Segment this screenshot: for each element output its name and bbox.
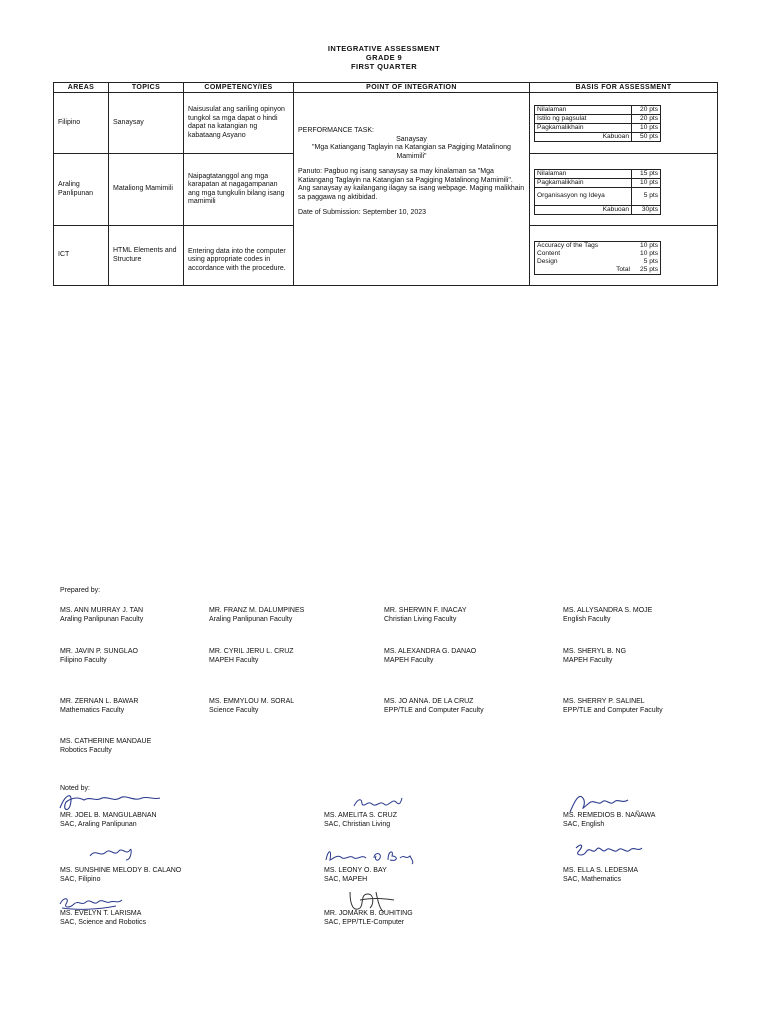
- preparer-name: MS. ALEXANDRA G. DANAO: [384, 648, 477, 655]
- table-row: [54, 93, 718, 154]
- preparer-name: MS. ALLYSANDRA S. MOJE: [563, 607, 653, 614]
- rubric-table: [534, 105, 661, 142]
- noted-by-label: Noted by:: [60, 785, 90, 792]
- total-label: Total: [616, 265, 630, 273]
- preparer-name: MR. CYRIL JERU L. CRUZ: [209, 648, 294, 655]
- preparer-block: [384, 606, 467, 624]
- total-label: Kabuoan: [535, 132, 632, 141]
- noter-role: SAC, MAPEH: [324, 876, 368, 883]
- area-cell: ICT: [54, 226, 109, 286]
- signature-ledesma: [572, 838, 646, 864]
- submission-date: Date of Submission: September 10, 2023: [298, 209, 427, 216]
- total-label: Kabuoan: [535, 205, 632, 214]
- basis-cell: [530, 226, 718, 286]
- integration-cell: [294, 93, 530, 286]
- noter-name: MS. REMEDIOS B. NAÑAWA: [563, 812, 656, 819]
- preparer-role: Mathematics Faculty: [60, 707, 125, 714]
- preparer-role: MAPEH Faculty: [209, 657, 259, 664]
- task-subtitle: Sanaysay: [396, 135, 427, 143]
- noter-role: SAC, Mathematics: [563, 876, 621, 883]
- rubric-row: [535, 187, 661, 205]
- noter-name: MR. JOEL B. MANGULABNAN: [60, 812, 157, 819]
- rubric-table: [534, 169, 661, 215]
- integration-content: [298, 127, 525, 218]
- topic-cell: Mataliong Mamimili: [109, 154, 184, 226]
- criterion-points: 5 pts: [632, 187, 661, 205]
- preparer-name: MS. SHERRY P. SALINEL: [563, 698, 645, 705]
- preparer-role: Araling Panlipunan Faculty: [60, 616, 144, 623]
- signature-cruz: [350, 792, 406, 812]
- preparer-name: MS. JO ANNA. DE LA CRUZ: [384, 698, 474, 705]
- preparer-role: MAPEH Faculty: [563, 657, 613, 664]
- preparer-role: Araling Panlipunan Faculty: [209, 616, 293, 623]
- preparer-role: EPP/TLE and Computer Faculty: [563, 707, 663, 714]
- rubric-table: [534, 241, 661, 275]
- basis-cell: [530, 154, 718, 226]
- table-header-row: [54, 83, 718, 93]
- area-cell: Araling Panlipunan: [54, 154, 109, 226]
- criterion-points: 10 pts: [632, 123, 661, 132]
- criterion: Nilalaman: [535, 169, 632, 178]
- criterion: Design: [537, 257, 558, 265]
- competency-cell: Naisusulat ang sariling opinyon tungkol sa mga dapat o hindi dapat na katangian ng kabataang Asyano: [184, 93, 294, 154]
- criterion: Organisasyon ng Ideya: [535, 187, 632, 205]
- noter-name: MS. EVELYN T. LARISMA: [60, 910, 142, 917]
- rubric-row: [535, 105, 661, 114]
- criterion: Accuracy of the Tags: [537, 241, 599, 249]
- rubric-row: [535, 241, 661, 250]
- preparer-role: Filipino Faculty: [60, 657, 107, 664]
- criterion: Nilalaman: [535, 105, 632, 114]
- preparer-block: [384, 697, 484, 715]
- noter-block: [60, 811, 157, 829]
- preparer-name: MR. ZERNAN L. BAWAR: [60, 698, 139, 705]
- rubric-row: [535, 250, 661, 258]
- doc-quarter: FIRST QUARTER: [350, 62, 418, 71]
- preparer-name: MR. FRANZ M. DALUMPINES: [209, 607, 305, 614]
- noter-name: MS. SUNSHINE MELODY B. CALANO: [60, 867, 182, 874]
- preparer-block: [209, 647, 294, 665]
- criterion: Content: [537, 249, 561, 257]
- noter-block: [324, 866, 387, 884]
- preparer-block: [563, 647, 626, 665]
- task-instruction: Panuto: Pagbuo ng isang sanaysay sa may kinalaman sa "Mga Katiangang Taglayin na Katangian sa Pagiging Matalinong Mamimili". Ang sanaysay ay kailangang ilagay sa isang webpage. Maging malikhain sa paggawa ng aktibidad.: [298, 168, 525, 201]
- noter-block: [324, 811, 397, 829]
- preparer-name: MR. JAVIN P. SUNGLAO: [60, 648, 138, 655]
- noter-block: [324, 909, 413, 927]
- performance-task-label: PERFORMANCE TASK:: [298, 127, 374, 134]
- competency-cell: Naipagtatanggol ang mga karapatan at nagagampanan ang mga tungkulin bilang isang mamimili: [184, 154, 294, 226]
- preparer-block: [60, 606, 143, 624]
- header-competency: COMPETENCY/IES: [184, 83, 294, 93]
- header-basis: BASIS FOR ASSESSMENT: [530, 83, 718, 93]
- criterion-points: 10 pts: [640, 241, 658, 249]
- noter-role: SAC, Filipino: [60, 876, 101, 883]
- noter-block: [60, 909, 146, 927]
- total-points: 50 pts: [632, 132, 661, 141]
- total-points: 25 pts: [640, 265, 658, 273]
- signature-bay: [322, 844, 418, 866]
- assessment-table: [53, 82, 718, 286]
- preparer-block: [209, 606, 304, 624]
- criterion-points: 15 pts: [632, 169, 661, 178]
- topic-cell: Sanaysay: [109, 93, 184, 154]
- criterion: Pagkamalikhain: [535, 178, 632, 187]
- preparer-block: [60, 697, 138, 715]
- task-title: "Mga Katiangang Taglayin na Katangian sa Pagiging Matalinong Mamimili": [312, 144, 511, 160]
- rubric-row: [535, 178, 661, 187]
- preparer-block: [563, 697, 663, 715]
- header-point-of-integration: POINT OF INTEGRATION: [294, 83, 530, 93]
- preparer-block: [384, 647, 476, 665]
- noter-name: MS. AMELITA S. CRUZ: [324, 812, 397, 819]
- total-points: 30pts: [632, 205, 661, 214]
- preparer-role: Robotics Faculty: [60, 747, 112, 754]
- rubric-row: [535, 123, 661, 132]
- header-areas: AREAS: [54, 83, 109, 93]
- rubric-row: [535, 258, 661, 266]
- noter-name: MS. ELLA S. LEDESMA: [563, 867, 639, 874]
- preparer-block: [60, 737, 151, 755]
- noter-role: SAC, EPP/TLE-Computer: [324, 919, 405, 926]
- noter-block: [563, 811, 655, 829]
- criterion-points: 5 pts: [643, 257, 658, 265]
- preparer-name: MS. SHERYL B. NG: [563, 648, 627, 655]
- doc-grade: GRADE 9: [365, 53, 403, 62]
- criterion: Pagkamalikhain: [535, 123, 632, 132]
- competency-cell: Entering data into the computer using appropriate codes in accordance with the procedure.: [184, 226, 294, 286]
- noter-role: SAC, Science and Robotics: [60, 919, 146, 926]
- noter-name: MS. LEONY O. BAY: [324, 867, 387, 874]
- preparer-name: MS. CATHERINE MANDAUE: [60, 738, 152, 745]
- preparer-block: [209, 697, 294, 715]
- doc-title: INTEGRATIVE ASSESSMENT: [327, 44, 441, 53]
- preparer-role: English Faculty: [563, 616, 611, 623]
- preparer-role: Science Faculty: [209, 707, 259, 714]
- rubric-total-row: [535, 205, 661, 214]
- basis-cell: [530, 93, 718, 154]
- preparer-block: [563, 606, 652, 624]
- rubric-row: [535, 114, 661, 123]
- preparer-block: [60, 647, 138, 665]
- noter-block: [60, 866, 181, 884]
- area-cell: Filipino: [54, 93, 109, 154]
- preparer-name: MS. EMMYLOU M. SORAL: [209, 698, 295, 705]
- header-topics: TOPICS: [109, 83, 184, 93]
- signature-calano: [86, 842, 136, 864]
- preparer-name: MR. SHERWIN F. INACAY: [384, 607, 467, 614]
- noter-role: SAC, Christian Living: [324, 821, 391, 828]
- rubric-total-row: [535, 266, 661, 275]
- preparer-role: MAPEH Faculty: [384, 657, 434, 664]
- criterion-points: 20 pts: [632, 105, 661, 114]
- criterion: Istilo ng pagsulat: [535, 114, 632, 123]
- noter-block: [563, 866, 638, 884]
- topic-cell: HTML Elements and Structure: [109, 226, 184, 286]
- rubric-total-row: [535, 132, 661, 141]
- criterion-points: 10 pts: [640, 249, 658, 257]
- preparer-role: Christian Living Faculty: [384, 616, 457, 623]
- criterion-points: 10 pts: [632, 178, 661, 187]
- noter-name: MR. JOMARK B. GUHITING: [324, 910, 413, 917]
- noter-role: SAC, English: [563, 821, 605, 828]
- preparer-role: EPP/TLE and Computer Faculty: [384, 707, 484, 714]
- noter-role: SAC, Araling Panlipunan: [60, 821, 137, 828]
- prepared-by-label: Prepared by:: [60, 587, 101, 594]
- preparer-name: MS. ANN MURRAY J. TAN: [60, 607, 144, 614]
- rubric-row: [535, 169, 661, 178]
- criterion-points: 20 pts: [632, 114, 661, 123]
